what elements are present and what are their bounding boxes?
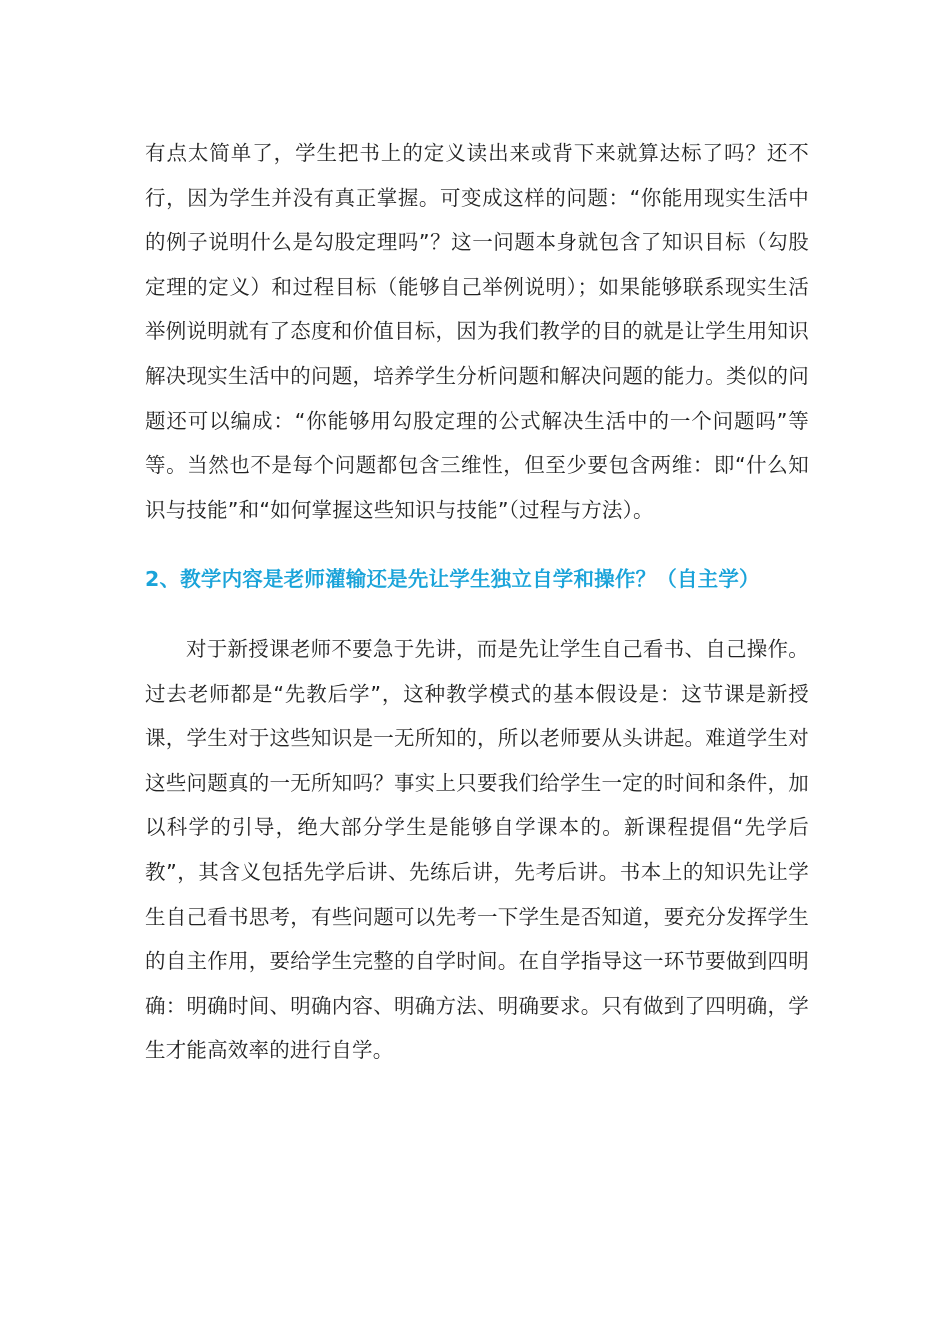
section-heading-2: 2、教学内容是老师灌输还是先让学生独立自学和操作？（自主学） bbox=[145, 567, 760, 592]
document-page bbox=[145, 131, 809, 1073]
body-paragraph-2: 对于新授课老师不要急于先讲，而是先让学生自己看书、自己操作。过去老师都是“先教后学”，这种教学模式的基本假设是：这节课是新授课，学生对于这些知识是一无所知的，所以老师要从头讲起。难道学生对这些问题真的一无所知吗？事实上只要我们给学生一定的时间和条件，加以科学的引导，绝大部分学生是能够自学课本的。新课程提倡“先学后教”，其含义包括先学后讲、先练后讲，先考后讲。书本上的知识先让学生自己看书思考，有些问题可以先考一下学生是否知道，要充分发挥学生的自主作用，要给学生完整的自学时间。在自学指导这一环节要做到四明确：明确时间、明确内容、明确方法、明确要求。只有做到了四明确，学生才能高效率的进行自学。 bbox=[145, 636, 809, 1063]
body-paragraph-1: 有点太简单了，学生把书上的定义读出来或背下来就算达标了吗？还不行，因为学生并没有真正掌握。可变成这样的问题：“你能用现实生活中的例子说明什么是勾股定理吗”？这一问题本身就包含了知识目标（勾股定理的定义）和过程目标（能够自己举例说明）；如果能够联系现实生活举例说明就有了态度和价值目标，因为我们教学的目的就是让学生用知识解决现实生活中的问题，培养学生分析问题和解决问题的能力。类似的问题还可以编成：“你能够用勾股定理的公式解决生活中的一个问题吗”等等。当然也不是每个问题都包含三维性，但至少要包含两维：即“什么知识与技能”和“如何掌握这些知识与技能”（过程与方法）。 bbox=[145, 141, 809, 522]
